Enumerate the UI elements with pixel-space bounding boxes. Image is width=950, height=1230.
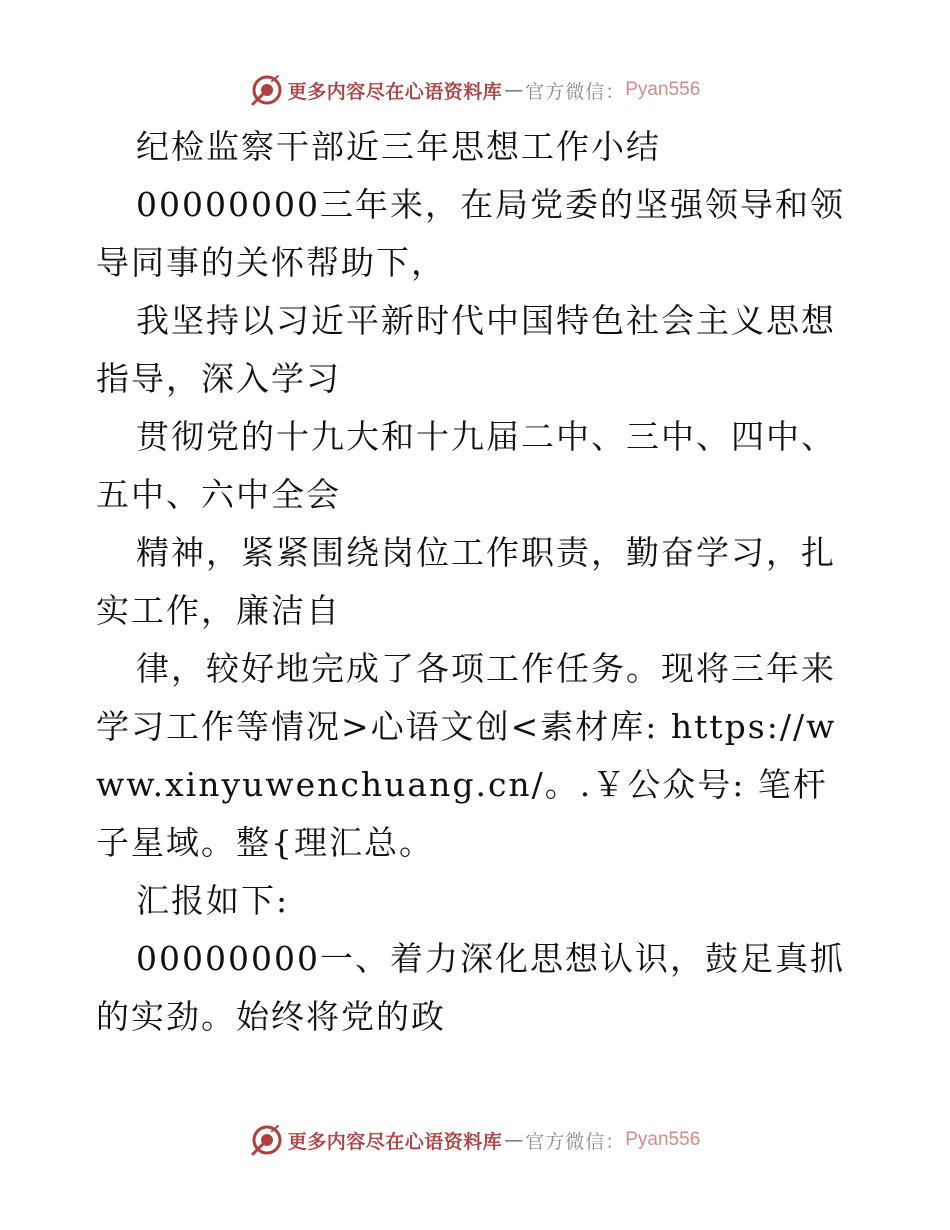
paragraph: 00000000一、着力深化思想认识，鼓足真抓的实劲。始终将党的政	[96, 939, 845, 1036]
banner-dash: —	[504, 1129, 524, 1151]
paragraph: 律，较好地完成了各项工作任务。现将三年来学习工作等情况>心语文创<素材库: https://www.xinyuwenchuang.cn/。.￥公众号: 笔杆子星域。整{理汇总。	[96, 649, 837, 862]
banner-wechat-label: 官方微信：	[525, 1130, 626, 1153]
xinyu-pen-logo-icon	[250, 73, 284, 107]
banner-slogan: 更多内容尽在心语资料库	[287, 80, 503, 103]
header-banner	[0, 70, 950, 110]
paragraph: 00000000三年来，在局党委的坚强领导和领导同事的关怀帮助下，	[96, 185, 845, 282]
xinyu-pen-logo-icon	[250, 1123, 284, 1157]
banner-dash: —	[504, 79, 524, 101]
document-title: 纪检监察干部近三年思想工作小结	[136, 127, 661, 166]
banner-wechat-id: Pyan556	[625, 1129, 701, 1150]
paragraph: 贯彻党的十九大和十九届二中、三中、四中、五中、六中全会	[96, 417, 836, 514]
paragraph: 我坚持以习近平新时代中国特色社会主义思想指导，深入学习	[96, 301, 836, 398]
banner-wechat-label: 官方微信：	[525, 80, 626, 103]
document-body	[96, 118, 856, 1046]
paragraph: 汇报如下:	[136, 881, 290, 920]
banner-wechat-id: Pyan556	[625, 79, 701, 100]
paragraph: 精神，紧紧围绕岗位工作职责，勤奋学习，扎实工作，廉洁自	[96, 533, 836, 630]
banner-slogan: 更多内容尽在心语资料库	[287, 1130, 503, 1153]
footer-banner	[0, 1120, 950, 1160]
